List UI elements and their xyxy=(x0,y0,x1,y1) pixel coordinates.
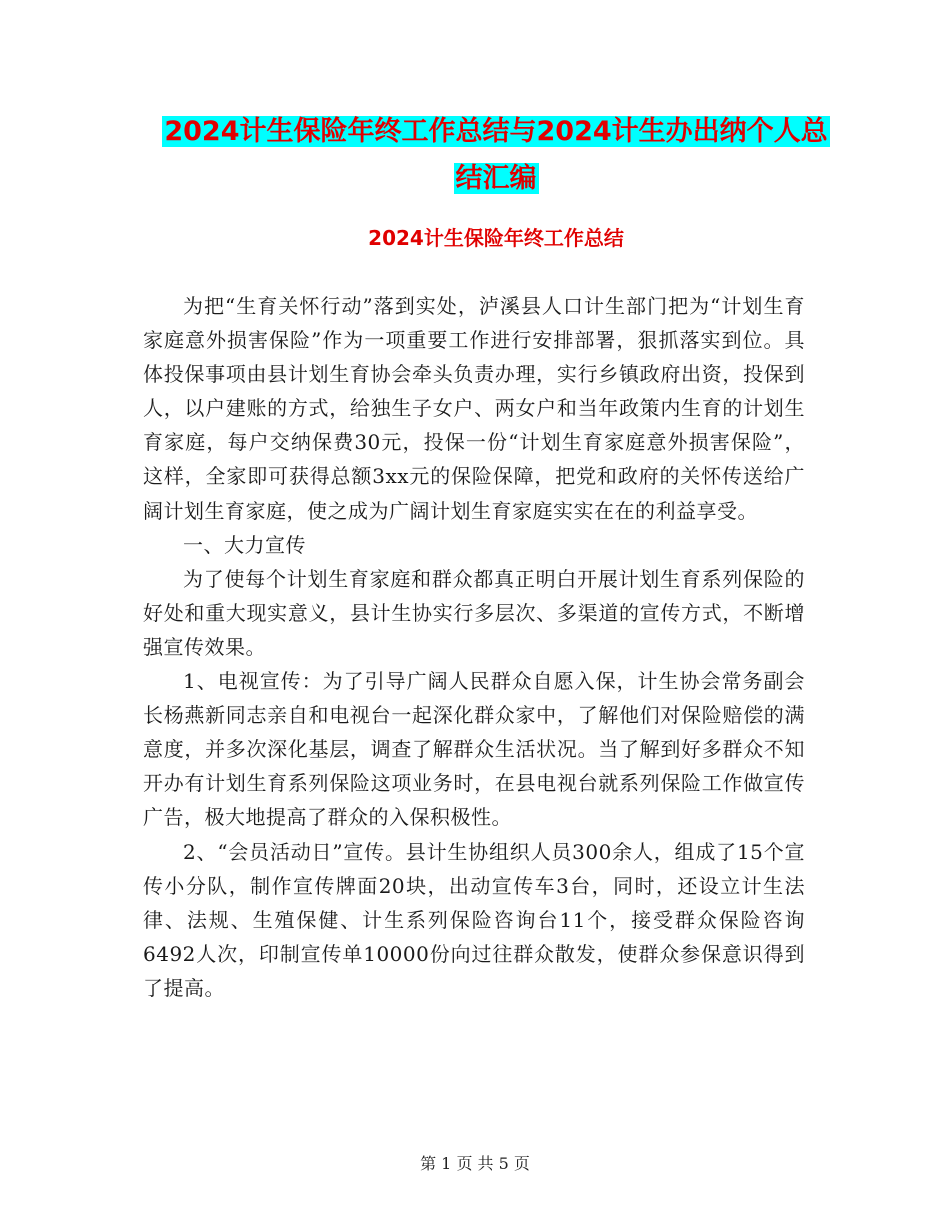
paragraph-member-day-publicity: 2、“会员活动日”宣传。县计生协组织人员300余人，组成了15个宣传小分队，制作宣传牌面20块，出动宣传车3台，同时，还设立计生法律、法规、生殖保健、计生系列保险咨询台11个，接受群众保险咨询6492人次，印制宣传单10000份向过往群众散发，使群众参保意识得到了提高。 xyxy=(143,839,805,1000)
paragraph-publicity-intro: 为了使每个计划生育家庭和群众都真正明白开展计划生育系列保险的好处和重大现实意义，县计生协实行多层次、多渠道的宣传方式，不断增强宣传效果。 xyxy=(143,566,805,659)
main-title-line-1: 2024计生保险年终工作总结与2024计生办出纳个人总 xyxy=(164,116,828,147)
paragraph-intro: 为把“生育关怀行动”落到实处，泸溪县人口计生部门把为“计划生育家庭意外损害保险”作为一项重要工作进行安排部署，狠抓落实到位。具体投保事项由县计划生育协会牵头负责办理，实行乡镇政府出资，投保到人，以户建账的方式，给独生子女户、两女户和当年政策内生育的计划生育家庭，每户交纳保费30元，投保一份“计划生育家庭意外损害保险”，这样，全家即可获得总额3xx元的保险保障，把党和政府的关怀传送给广阔计划生育家庭，使之成为广阔计划生育家庭实实在在的利益享受。 xyxy=(143,294,805,523)
section-title: 2024计生保险年终工作总结 xyxy=(368,226,624,250)
main-title-line-2: 结汇编 xyxy=(455,163,537,194)
paragraph-heading-publicity: 一、大力宣传 xyxy=(183,532,306,557)
main-title xyxy=(140,108,852,202)
body-text xyxy=(143,289,805,1005)
page-footer: 第 1 页 共 5 页 xyxy=(420,1154,530,1173)
paragraph-tv-publicity: 1、电视宣传：为了引导广阔人民群众自愿入保，计生协会常务副会长杨燕新同志亲自和电视台一起深化群众家中，了解他们对保险赔偿的满意度，并多次深化基层，调查了解群众生活状况。当了解到好多群众不知开办有计划生育系列保险这项业务时，在县电视台就系列保险工作做宣传广告，极大地提高了群众的入保积极性。 xyxy=(143,669,805,830)
